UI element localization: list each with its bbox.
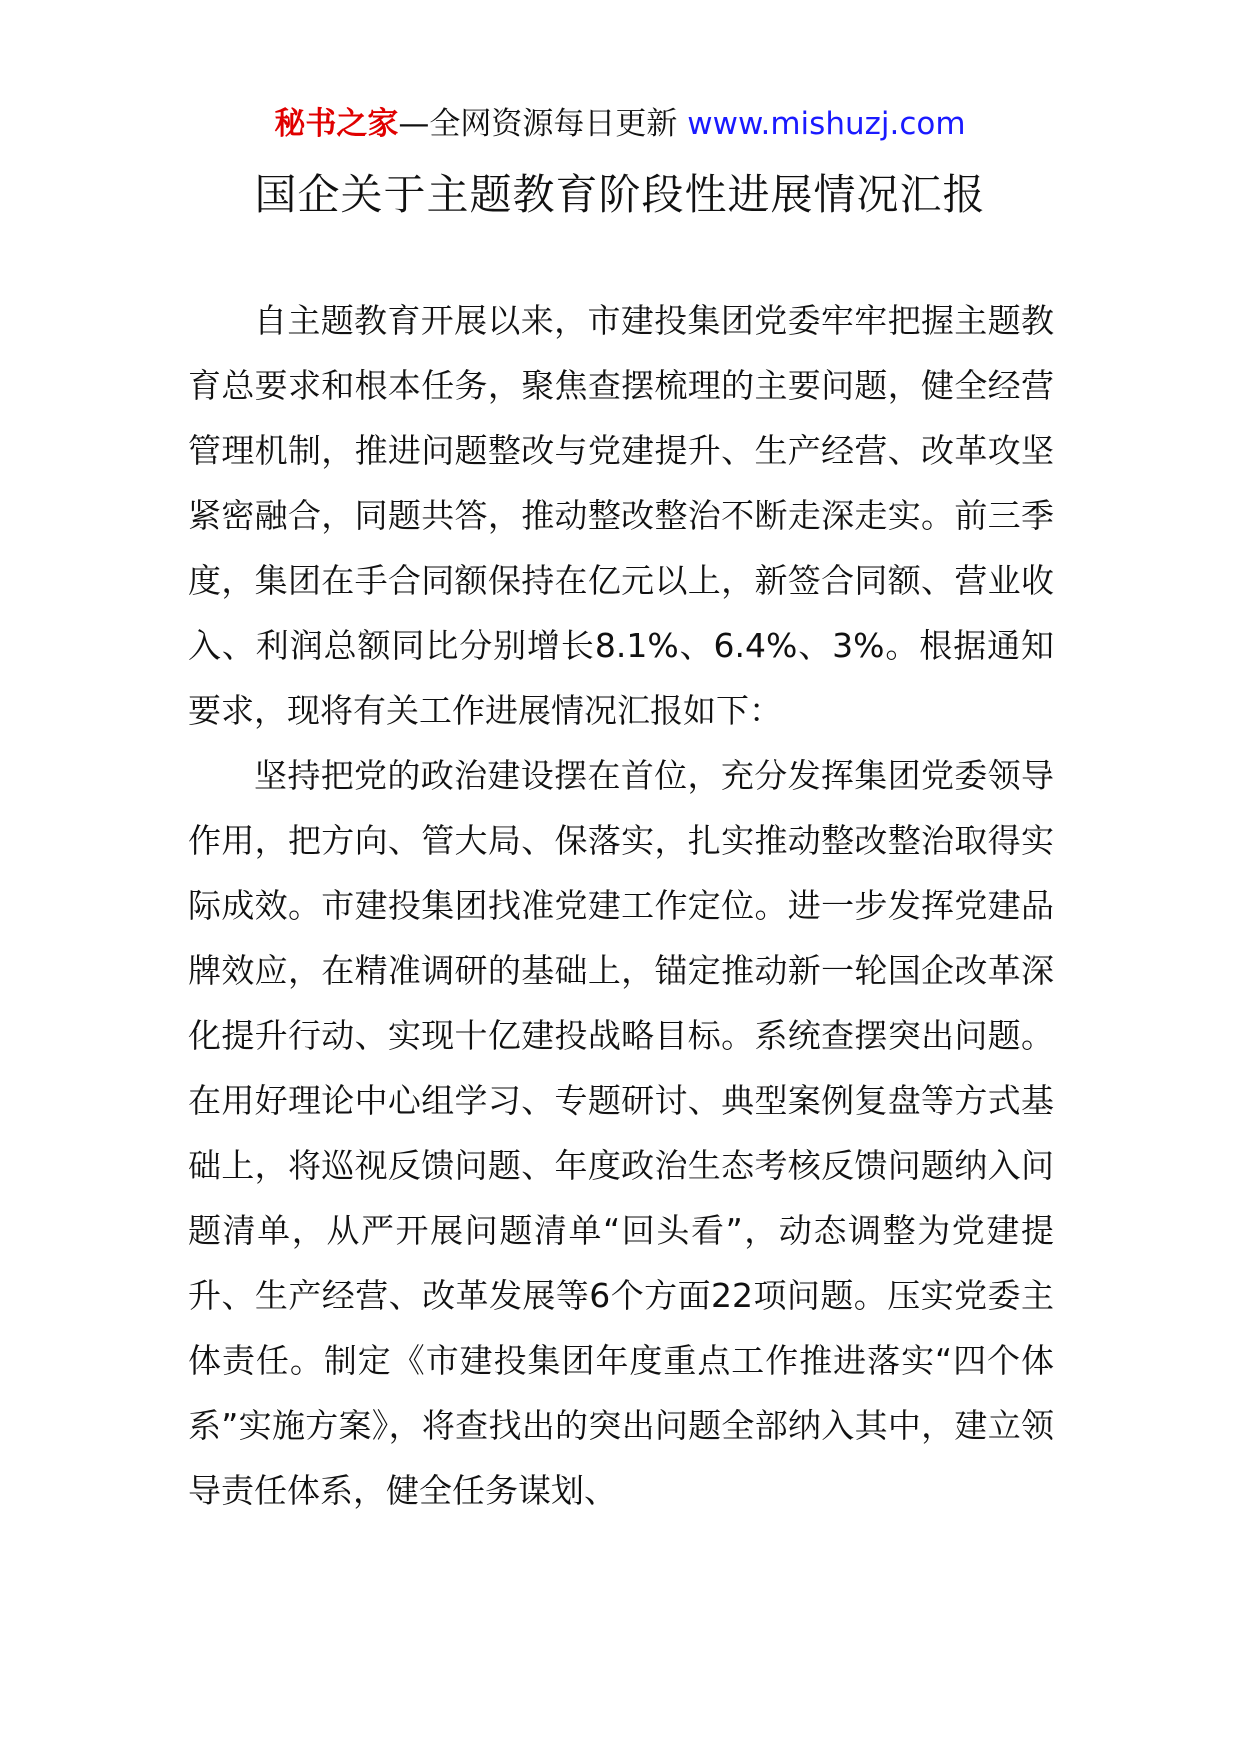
site-brand: 秘书之家 [274,106,399,142]
paragraph-party-building: 坚持把党的政治建设摆在首位，充分发挥集团党委领导作用，把方向、管大局、保落实，扎实推动整改整治取得实际成效。市建投集团找准党建工作定位。进一步发挥党建品牌效应，在精准调研的基础上，锚定推动新一轮国企改革深化提升行动、实现十亿建投战略目标。系统查摆突出问题。在用好理论中心组学习、专题研讨、典型案例复盘等方式基础上，将巡视反馈问题、年度政治生态考核反馈问题纳入问题清单，从严开展问题清单“回头看”，动态调整为党建提升、生产经营、改革发展等6个方面22项问题。压实党委主体责任。制定《市建投集团年度重点工作推进落实“四个体系”实施方案》，将查找出的突出问题全部纳入其中，建立领导责任体系，健全任务谋划、 [188,756,1054,1510]
site-header [0,102,1240,146]
site-slogan: —全网资源每日更新 [398,106,688,142]
site-url-link[interactable]: www.mishuzj.com [687,106,966,142]
document-body [188,288,1054,1523]
paragraph-intro: 自主题教育开展以来，市建投集团党委牢牢把握主题教育总要求和根本任务，聚焦查摆梳理的主要问题，健全经营管理机制，推进问题整改与党建提升、生产经营、改革攻坚紧密融合，同题共答，推动整改整治不断走深走实。前三季度，集团在手合同额保持在亿元以上，新签合同额、营业收入、利润总额同比分别增长8.1%、6.4%、3%。根据通知要求，现将有关工作进展情况汇报如下： [188,301,1054,730]
document-title: 国企关于主题教育阶段性进展情况汇报 [254,170,986,219]
